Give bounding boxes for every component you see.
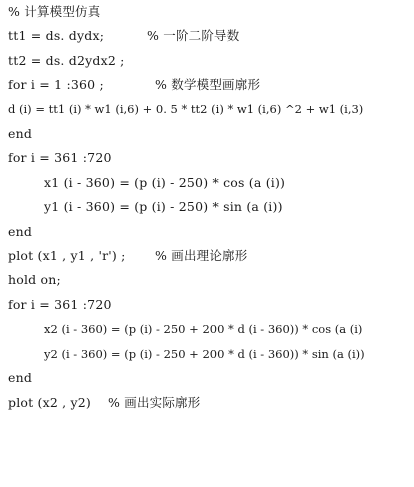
code-line: [0, 244, 248, 268]
code-text: plot (x2 , y2): [8, 395, 92, 410]
code-line: [0, 342, 365, 366]
comment-text: % 数学模型画廓形: [155, 77, 261, 92]
code-text: for i = 361 :720: [8, 150, 112, 165]
code-text: end: [8, 126, 33, 141]
code-line: [0, 391, 201, 415]
code-line: [0, 366, 33, 390]
code-line: [0, 268, 61, 292]
code-text: x2 (i - 360) = (p (i) - 250 + 200 * d (i - 360)) * cos (a (i): [44, 322, 363, 336]
code-line: [0, 293, 112, 317]
code-line: [0, 0, 101, 24]
code-line: [0, 317, 363, 341]
comment-text: % 计算模型仿真: [8, 4, 101, 19]
code-line: [0, 73, 261, 97]
code-line: [0, 97, 364, 121]
code-text: for i = 361 :720: [8, 297, 112, 312]
code-text: end: [8, 224, 33, 239]
code-line: [0, 49, 125, 73]
code-text: end: [8, 370, 33, 385]
code-text: x1 (i - 360) = (p (i) - 250) * cos (a (i)): [44, 175, 286, 190]
comment-text: % 画出实际廓形: [108, 395, 201, 410]
code-text: hold on;: [8, 272, 61, 287]
code-text: tt2 = ds. d2ydx2 ;: [8, 53, 125, 68]
code-text: y2 (i - 360) = (p (i) - 250 + 200 * d (i - 360)) * sin (a (i)): [44, 347, 365, 361]
code-line: [0, 122, 33, 146]
code-line: [0, 171, 286, 195]
comment-text: % 一阶二阶导数: [147, 28, 240, 43]
code-text: tt1 = ds. dydx;: [8, 28, 105, 43]
code-text: plot (x1 , y1 , 'r') ;: [8, 248, 126, 263]
code-line: [0, 146, 112, 170]
code-line: [0, 24, 240, 48]
code-text: y1 (i - 360) = (p (i) - 250) * sin (a (i)): [44, 199, 283, 214]
code-line: [0, 220, 33, 244]
code-line: [0, 195, 283, 219]
comment-text: % 画出理论廓形: [155, 248, 248, 263]
code-text: d (i) = tt1 (i) * w1 (i,6) + 0. 5 * tt2 (i) * w1 (i,6) ^2 + w1 (i,3): [8, 102, 364, 116]
code-text: for i = 1 :360 ;: [8, 77, 104, 92]
